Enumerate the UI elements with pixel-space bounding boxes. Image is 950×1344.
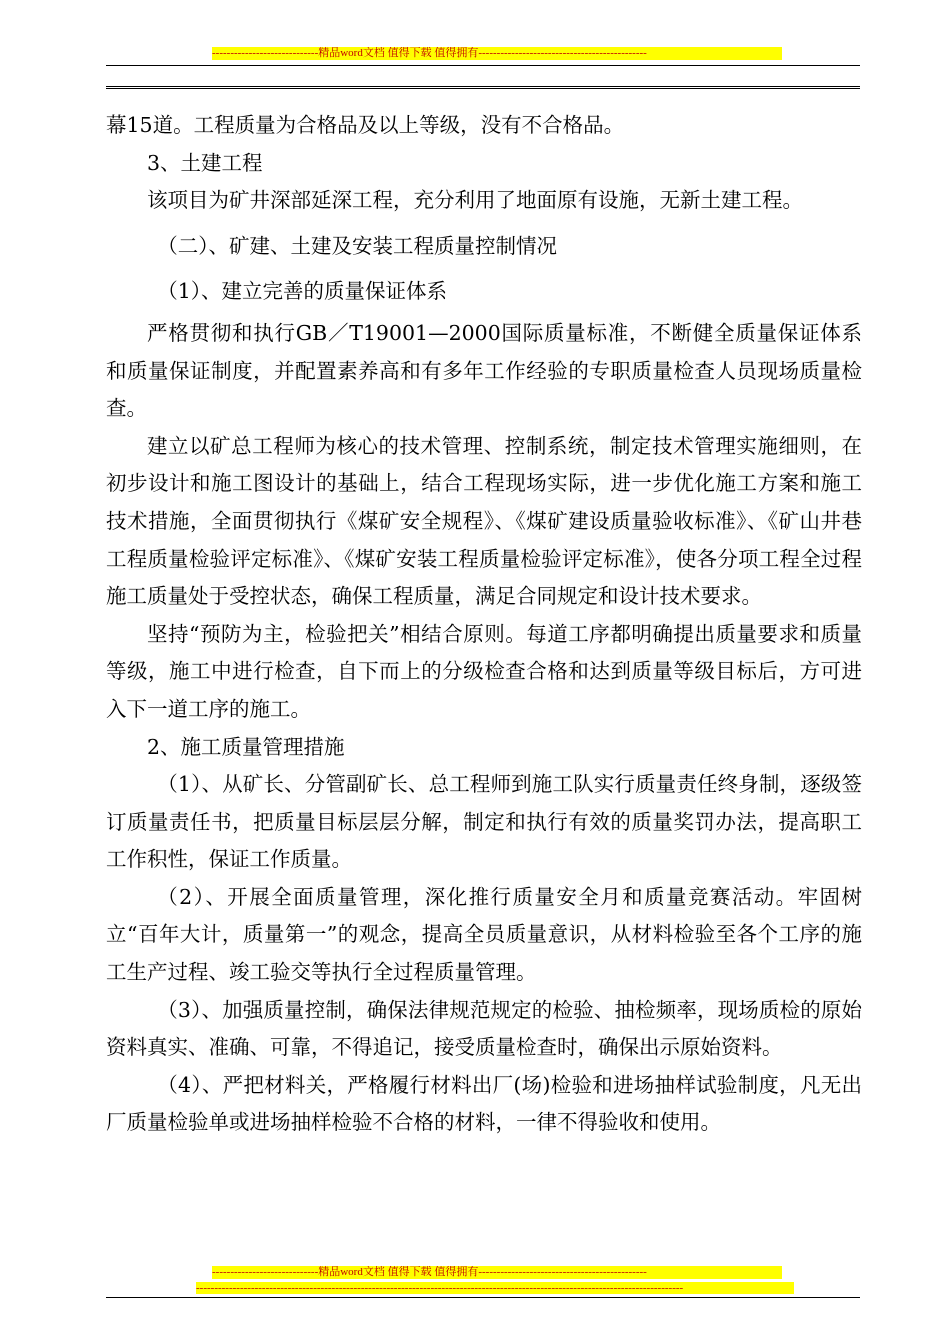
subsection-heading-quality-system: （1）、建立完善的质量保证体系 [157,279,448,304]
section-heading-measures: 2、施工质量管理措施 [147,734,345,759]
paragraph-measure-1: （1）、从矿长、分管副矿长、总工程师到施工队实行质量责任终身制，逐级签订质量责任书，把质量目标层层分解，制定和执行有效的质量奖罚办法，提高职工工作积性，保证工作质量。 [106,772,862,872]
paragraph-standard: 严格贯彻和执行GB／T19001—2000国际质量标准，不断健全质量保证体系和质量保证制度，并配置素养高和有多年工作经验的专职质量检查人员现场质量检查。 [106,320,862,421]
paragraph-continuation: 幕15道。工程质量为合格品及以上等级，没有不合格品。 [106,113,625,137]
footer-rule [106,1297,860,1298]
section-heading-civil: 3、土建工程 [147,150,263,175]
section-heading-quality-control: （二）、矿建、土建及安装工程质量控制情况 [157,233,557,258]
paragraph-prevention: 坚持“预防为主，检验把关”相结合原则。每道工序都明确提出质量要求和质量等级，施工中进行检查，自下而上的分级检查合格和达到质量等级目标后，方可进入下一道工序的施工。 [106,621,862,721]
header-rule-thin [106,65,860,66]
header-banner: -----------------------------精品word文档 值得下载 值得拥有---------------------------------------------- [212,47,782,60]
paragraph-civil: 该项目为矿井深部延深工程，充分利用了地面原有设施，无新土建工程。 [147,188,803,213]
paragraph-measure-4: （4）、严把材料关，严格履行材料出厂(场)检验和进场抽样试验制度，凡无出厂质量检验单或进场抽样检验不合格的材料，一律不得验收和使用。 [106,1072,862,1135]
paragraph-measure-2: （2）、开展全面质量管理，深化推行质量安全月和质量竞赛活动。牢固树立“百年大计，质量第一”的观念，提高全员质量意识，从材料检验至各个工序的施工生产过程、竣工验交等执行全过程质量管理。 [106,884,862,985]
document-body [106,107,862,1142]
footer-banner-dashes: ------------------------------------------------------------------------------------------------------------------------------------- [196,1282,794,1294]
paragraph-measure-3: （3）、加强质量控制，确保法律规范规定的检验、抽检频率，现场质检的原始资料真实、准确、可靠，不得追记，接受质量检查时，确保出示原始资料。 [106,997,862,1060]
paragraph-tech-management: 建立以矿总工程师为核心的技术管理、控制系统，制定技术管理实施细则，在初步设计和施工图设计的基础上，结合工程现场实际，进一步优化施工方案和施工技术措施，全面贯彻执行《煤矿安全规程》、《煤矿建设质量验收标准》、《矿山井巷工程质量检验评定标准》、《煤矿安装工程质量检验评定标准》，使各分项工程全过程施工质量处于受控状态，确保工程质量，满足合同规定和设计技术要求。 [106,433,862,609]
header-rule-double [106,86,860,89]
footer-banner: -----------------------------精品word文档 值得下载 值得拥有---------------------------------------------- [212,1266,782,1279]
